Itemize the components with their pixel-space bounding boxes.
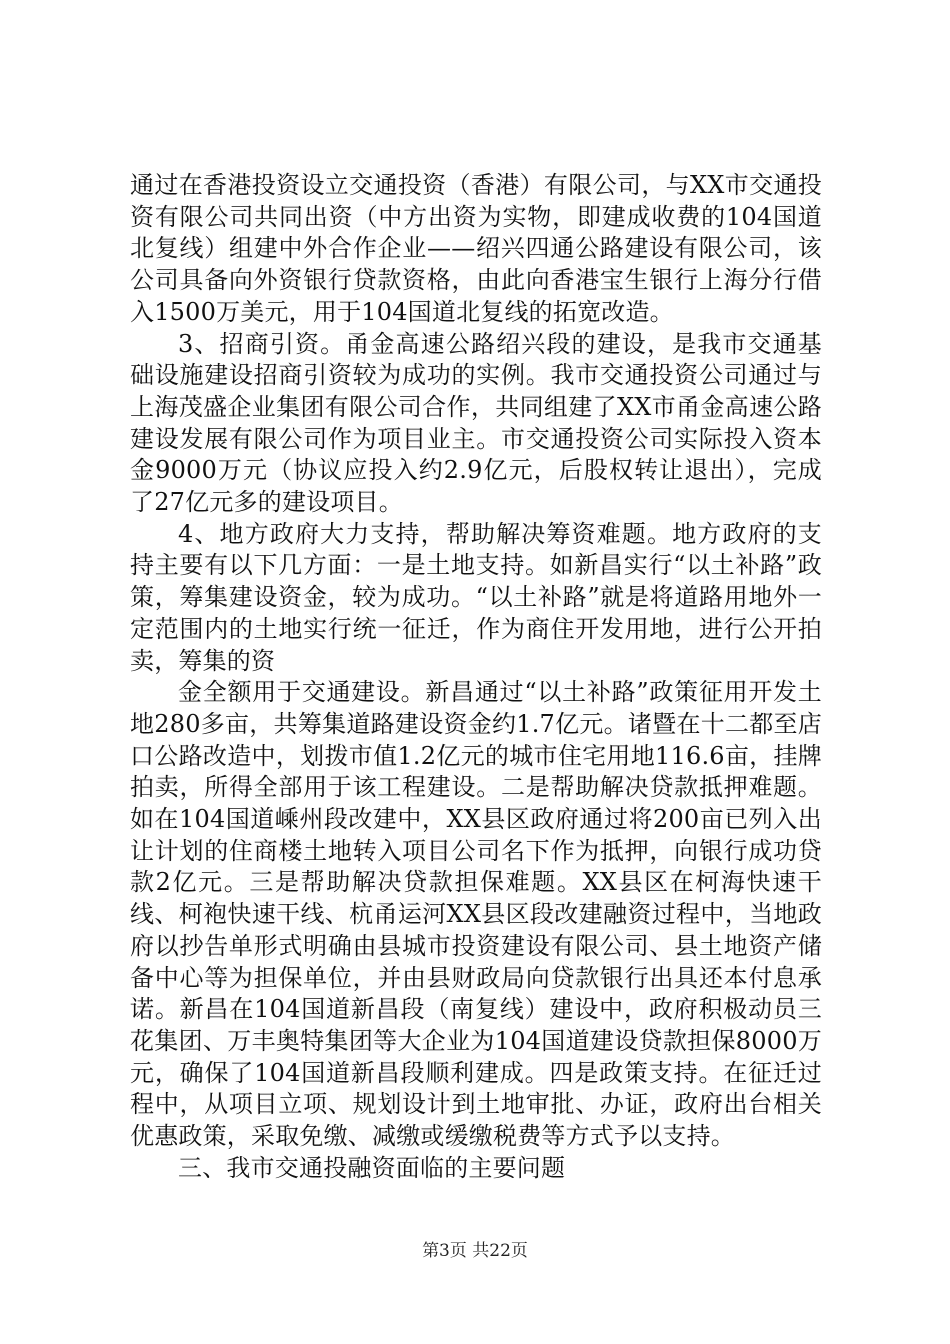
page-number-label: 第3页 共22页 [422, 1241, 528, 1261]
paragraph-item-4-continued: 金全额用于交通建设。新昌通过“以土补路”政策征用开发土地280多亩，共筹集道路建设资金约1.7亿元。诸暨在十二都至店口公路改造中，划拨市值1.2亿元的城市住宅用地116.6亩，挂牌拍卖，所得全部用于该工程建设。二是帮助解决贷款抵押难题。如在104国道嵊州段改建中，XX县区政府通过将200亩已列入出让计划的住商楼土地转入项目公司名下作为抵押，向银行成功贷款2亿元。三是帮助解决贷款担保难题。XX县区在柯海快速干线、柯袍快速干线、杭甬运河XX县区段改建融资过程中，当地政府以抄告单形式明确由县城市投资建设有限公司、县土地资产储备中心等为担保单位，并由县财政局向贷款银行出具还本付息承诺。新昌在104国道新昌段（南复线）建设中，政府积极动员三花集团、万丰奥特集团等大企业为104国道建设贷款担保8000万元，确保了104国道新昌段顺利建成。四是政策支持。在征迁过程中，从项目立项、规划设计到土地审批、办证，政府出台相关优惠政策，采取免缴、减缴或缓缴税费等方式予以支持。 [130, 678, 822, 1151]
paragraph-item-3-investment-attraction: 3、招商引资。甬金高速公路绍兴段的建设，是我市交通基础设施建设招商引资较为成功的实例。我市交通投资公司通过与上海茂盛企业集团有限公司合作，共同组建了XX市甬金高速公路建设发展有限公司作为项目业主。市交通投资公司实际投入资本金9000万元（协议应投入约2.9亿元，后股权转让退出），完成了27亿元多的建设项目。 [130, 329, 822, 517]
document-body [130, 170, 822, 1185]
page-footer [0, 1241, 950, 1261]
paragraph-item-4-government-support: 4、地方政府大力支持，帮助解决筹资难题。地方政府的支持主要有以下几方面：一是土地支持。如新昌实行“以土补路”政策，筹集建设资金，较为成功。“以土补路”就是将道路用地外一定范围内的土地实行统一征迁，作为商住开发用地，进行公开拍卖，筹集的资 [130, 519, 822, 675]
section-heading-main-problems: 三、我市交通投融资面临的主要问题 [178, 1153, 566, 1182]
paragraph-continuation: 通过在香港投资设立交通投资（香港）有限公司，与XX市交通投资有限公司共同出资（中方出资为实物，即建成收费的104国道北复线）组建中外合作企业——绍兴四通公路建设有限公司，该公司具备向外资银行贷款资格，由此向香港宝生银行上海分行借入1500万美元，用于104国道北复线的拓宽改造。 [130, 171, 822, 326]
